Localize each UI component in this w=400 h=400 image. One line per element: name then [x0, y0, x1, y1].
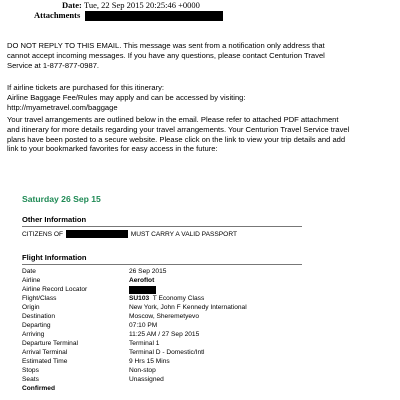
row-value: [129, 295, 204, 303]
paragraph-line: If airline tickets are purchased for this itinerary:: [7, 83, 165, 92]
redaction-bar: [85, 11, 223, 21]
row-label: Flight/Class: [22, 295, 57, 302]
baggage-paragraph: [7, 83, 397, 112]
confirmed-label: Confirmed: [22, 385, 55, 392]
class-text: T Economy Class: [149, 295, 205, 302]
flight-number: SU103: [129, 295, 150, 302]
row-label: Estimated Time: [22, 358, 68, 365]
row-value: Unassigned: [129, 376, 164, 383]
passport-notice: [22, 230, 237, 238]
row-label: Arrival Terminal: [22, 349, 68, 356]
row-label: Airline: [22, 277, 41, 284]
paragraph-line: plans have been posted to a secure website. Please click on the link to view your trip details and add: [7, 134, 346, 144]
row-value: 26 Sep 2015: [129, 268, 167, 275]
citizens-suffix: MUST CARRY A VALID PASSPORT: [130, 230, 237, 238]
row-label: Stops: [22, 367, 39, 374]
other-info-title: Other Information: [22, 215, 87, 224]
paragraph-line: and itinerary for more details regarding your travel arrangements. Your Centurion Travel Service travel: [7, 124, 350, 134]
row-value: Terminal 1: [129, 340, 160, 347]
row-label: Departure Terminal: [22, 340, 78, 347]
date-header: [62, 0, 200, 10]
no-reply-paragraph: [7, 41, 397, 70]
citizens-prefix: CITIZENS OF: [22, 230, 64, 238]
row-value: Non-stop: [129, 367, 156, 374]
attachments-label: Attachments: [34, 10, 81, 20]
row-value: 11:25 AM / 27 Sep 2015: [129, 331, 200, 338]
row-value: 9 Hrs 15 Mins: [129, 358, 170, 365]
row-label: Departing: [22, 322, 51, 329]
itinerary-date-heading: Saturday 26 Sep 15: [22, 194, 101, 204]
flight-info-title: Flight Information: [22, 253, 87, 262]
paragraph-line: link to your bookmarked favorites for easy access in the future:: [7, 144, 218, 154]
attachments-header: [34, 10, 223, 21]
date-label: Date:: [62, 0, 82, 10]
redaction-bar: [129, 286, 156, 294]
paragraph-line: Your travel arrangements are outlined below in the email. Please refer to attached PDF attachment: [7, 115, 339, 124]
row-label: Seats: [22, 376, 39, 383]
row-label: Destination: [22, 313, 55, 320]
row-label: Origin: [22, 304, 40, 311]
row-label: Airline Record Locator: [22, 286, 88, 293]
baggage-link[interactable]: http://myametravel.com/baggage: [7, 102, 118, 112]
row-label: Date: [22, 268, 36, 275]
paragraph-line: Airline Baggage Fee/Rules may apply and can be accessed by visiting:: [7, 92, 246, 102]
section-divider: [22, 264, 302, 265]
row-value: Moscow, Sheremetyevo: [129, 313, 199, 320]
row-value: [129, 286, 156, 295]
section-divider: [22, 226, 302, 227]
redaction-bar: [66, 230, 128, 238]
row-value: New York, John F Kennedy International: [129, 304, 247, 311]
paragraph-line: DO NOT REPLY TO THIS EMAIL. This message was sent from a notification only address that: [7, 41, 325, 50]
row-value: Terminal D - Domestic/Intl: [129, 349, 205, 356]
date-value: Tue, 22 Sep 2015 20:25:46 +0000: [83, 0, 200, 10]
paragraph-line: Service at 1-877-877-0987.: [7, 60, 100, 70]
itinerary-paragraph: [7, 115, 397, 154]
row-value: 07:10 PM: [129, 322, 158, 329]
row-label: Arriving: [22, 331, 45, 338]
row-value: Aeroflot: [129, 277, 155, 284]
paragraph-line: cannot accept incoming messages. If you have any questions, please contact Centurion Travel: [7, 50, 325, 60]
